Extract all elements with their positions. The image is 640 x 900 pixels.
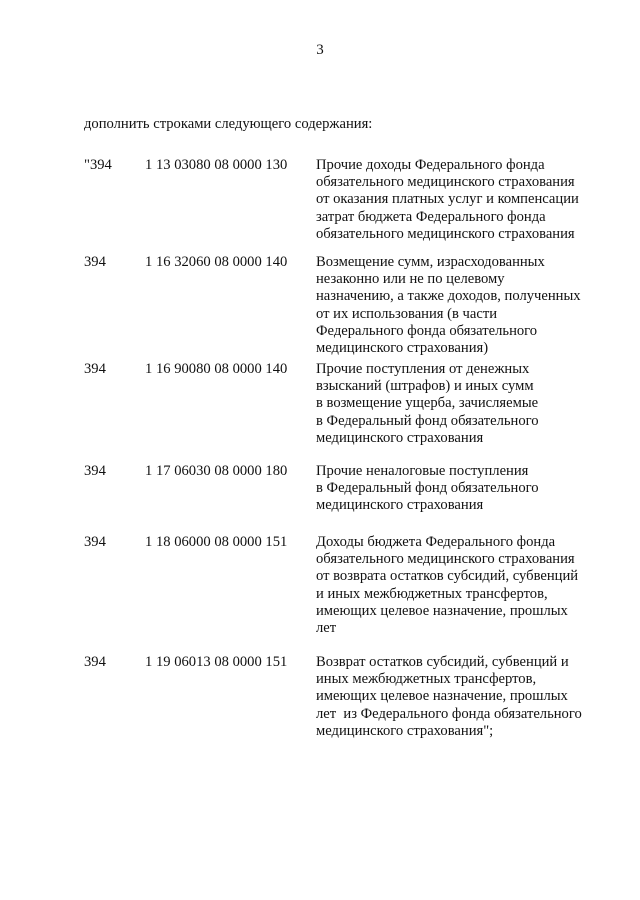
description-line: Прочие неналоговые поступления	[316, 463, 529, 479]
description-line: имеющих целевое назначение, прошлых	[316, 688, 568, 705]
description-line: иных межбюджетных трансфертов,	[316, 671, 537, 688]
description	[316, 534, 616, 637]
admin-code: 394	[84, 254, 106, 270]
description-line: взысканий (штрафов) и иных сумм	[316, 378, 534, 395]
description-line: обязательного медицинского страхования	[316, 551, 575, 568]
description-line: Федерального фонда обязательного	[316, 322, 538, 339]
description-line: Доходы бюджета Федерального фонда	[316, 534, 556, 550]
kbk-code: 1 19 06013 08 0000 151	[145, 654, 288, 670]
description-line: в Федеральный фонд обязательного	[316, 480, 539, 497]
description-line: от оказания платных услуг и компенсации	[316, 191, 579, 208]
description	[316, 463, 616, 515]
description-line: и иных межбюджетных трансфертов,	[316, 585, 548, 602]
description-line: обязательного медицинского страхования	[316, 225, 575, 242]
description-line: Возмещение сумм, израсходованных	[316, 254, 545, 270]
description-line: лет	[316, 620, 337, 637]
description	[316, 254, 616, 357]
page-number: 3	[316, 42, 324, 58]
description-line: имеющих целевое назначение, прошлых	[316, 602, 568, 619]
description-line: Прочие поступления от денежных	[316, 361, 530, 377]
admin-code: 394	[84, 361, 106, 377]
description	[316, 157, 616, 243]
description-line: лет из Федерального фонда обязательного	[316, 705, 582, 722]
description-line: от их использования (в части	[316, 305, 498, 322]
kbk-code: 1 18 06000 08 0000 151	[145, 534, 288, 550]
description-line: обязательного медицинского страхования	[316, 174, 575, 191]
admin-code: 394	[84, 534, 106, 550]
description-line: назначению, а также доходов, полученных	[316, 288, 581, 305]
admin-code: 394	[84, 654, 106, 670]
description-line: Возврат остатков субсидий, субвенций и	[316, 654, 569, 670]
kbk-code: 1 16 90080 08 0000 140	[145, 361, 288, 377]
description-line: Прочие доходы Федерального фонда	[316, 157, 545, 173]
description-line: медицинского страхования	[316, 497, 484, 514]
description-line: от возврата остатков субсидий, субвенций	[316, 568, 579, 585]
description-line: незаконно или не по целевому	[316, 271, 505, 288]
kbk-code: 1 13 03080 08 0000 130	[145, 157, 288, 173]
description-line: затрат бюджета Федерального фонда	[316, 208, 546, 225]
intro-text: дополнить строками следующего содержания:	[84, 116, 373, 132]
description-line: в Федеральный фонд обязательного	[316, 412, 539, 429]
admin-code: "394	[84, 157, 112, 173]
admin-code: 394	[84, 463, 106, 479]
description-line: медицинского страхования	[316, 429, 484, 446]
description	[316, 361, 616, 447]
kbk-code: 1 17 06030 08 0000 180	[145, 463, 288, 479]
description-line: медицинского страхования)	[316, 340, 489, 357]
description-line: медицинского страхования";	[316, 722, 494, 739]
kbk-code: 1 16 32060 08 0000 140	[145, 254, 288, 270]
description-line: в возмещение ущерба, зачисляемые	[316, 395, 539, 412]
description	[316, 654, 616, 740]
